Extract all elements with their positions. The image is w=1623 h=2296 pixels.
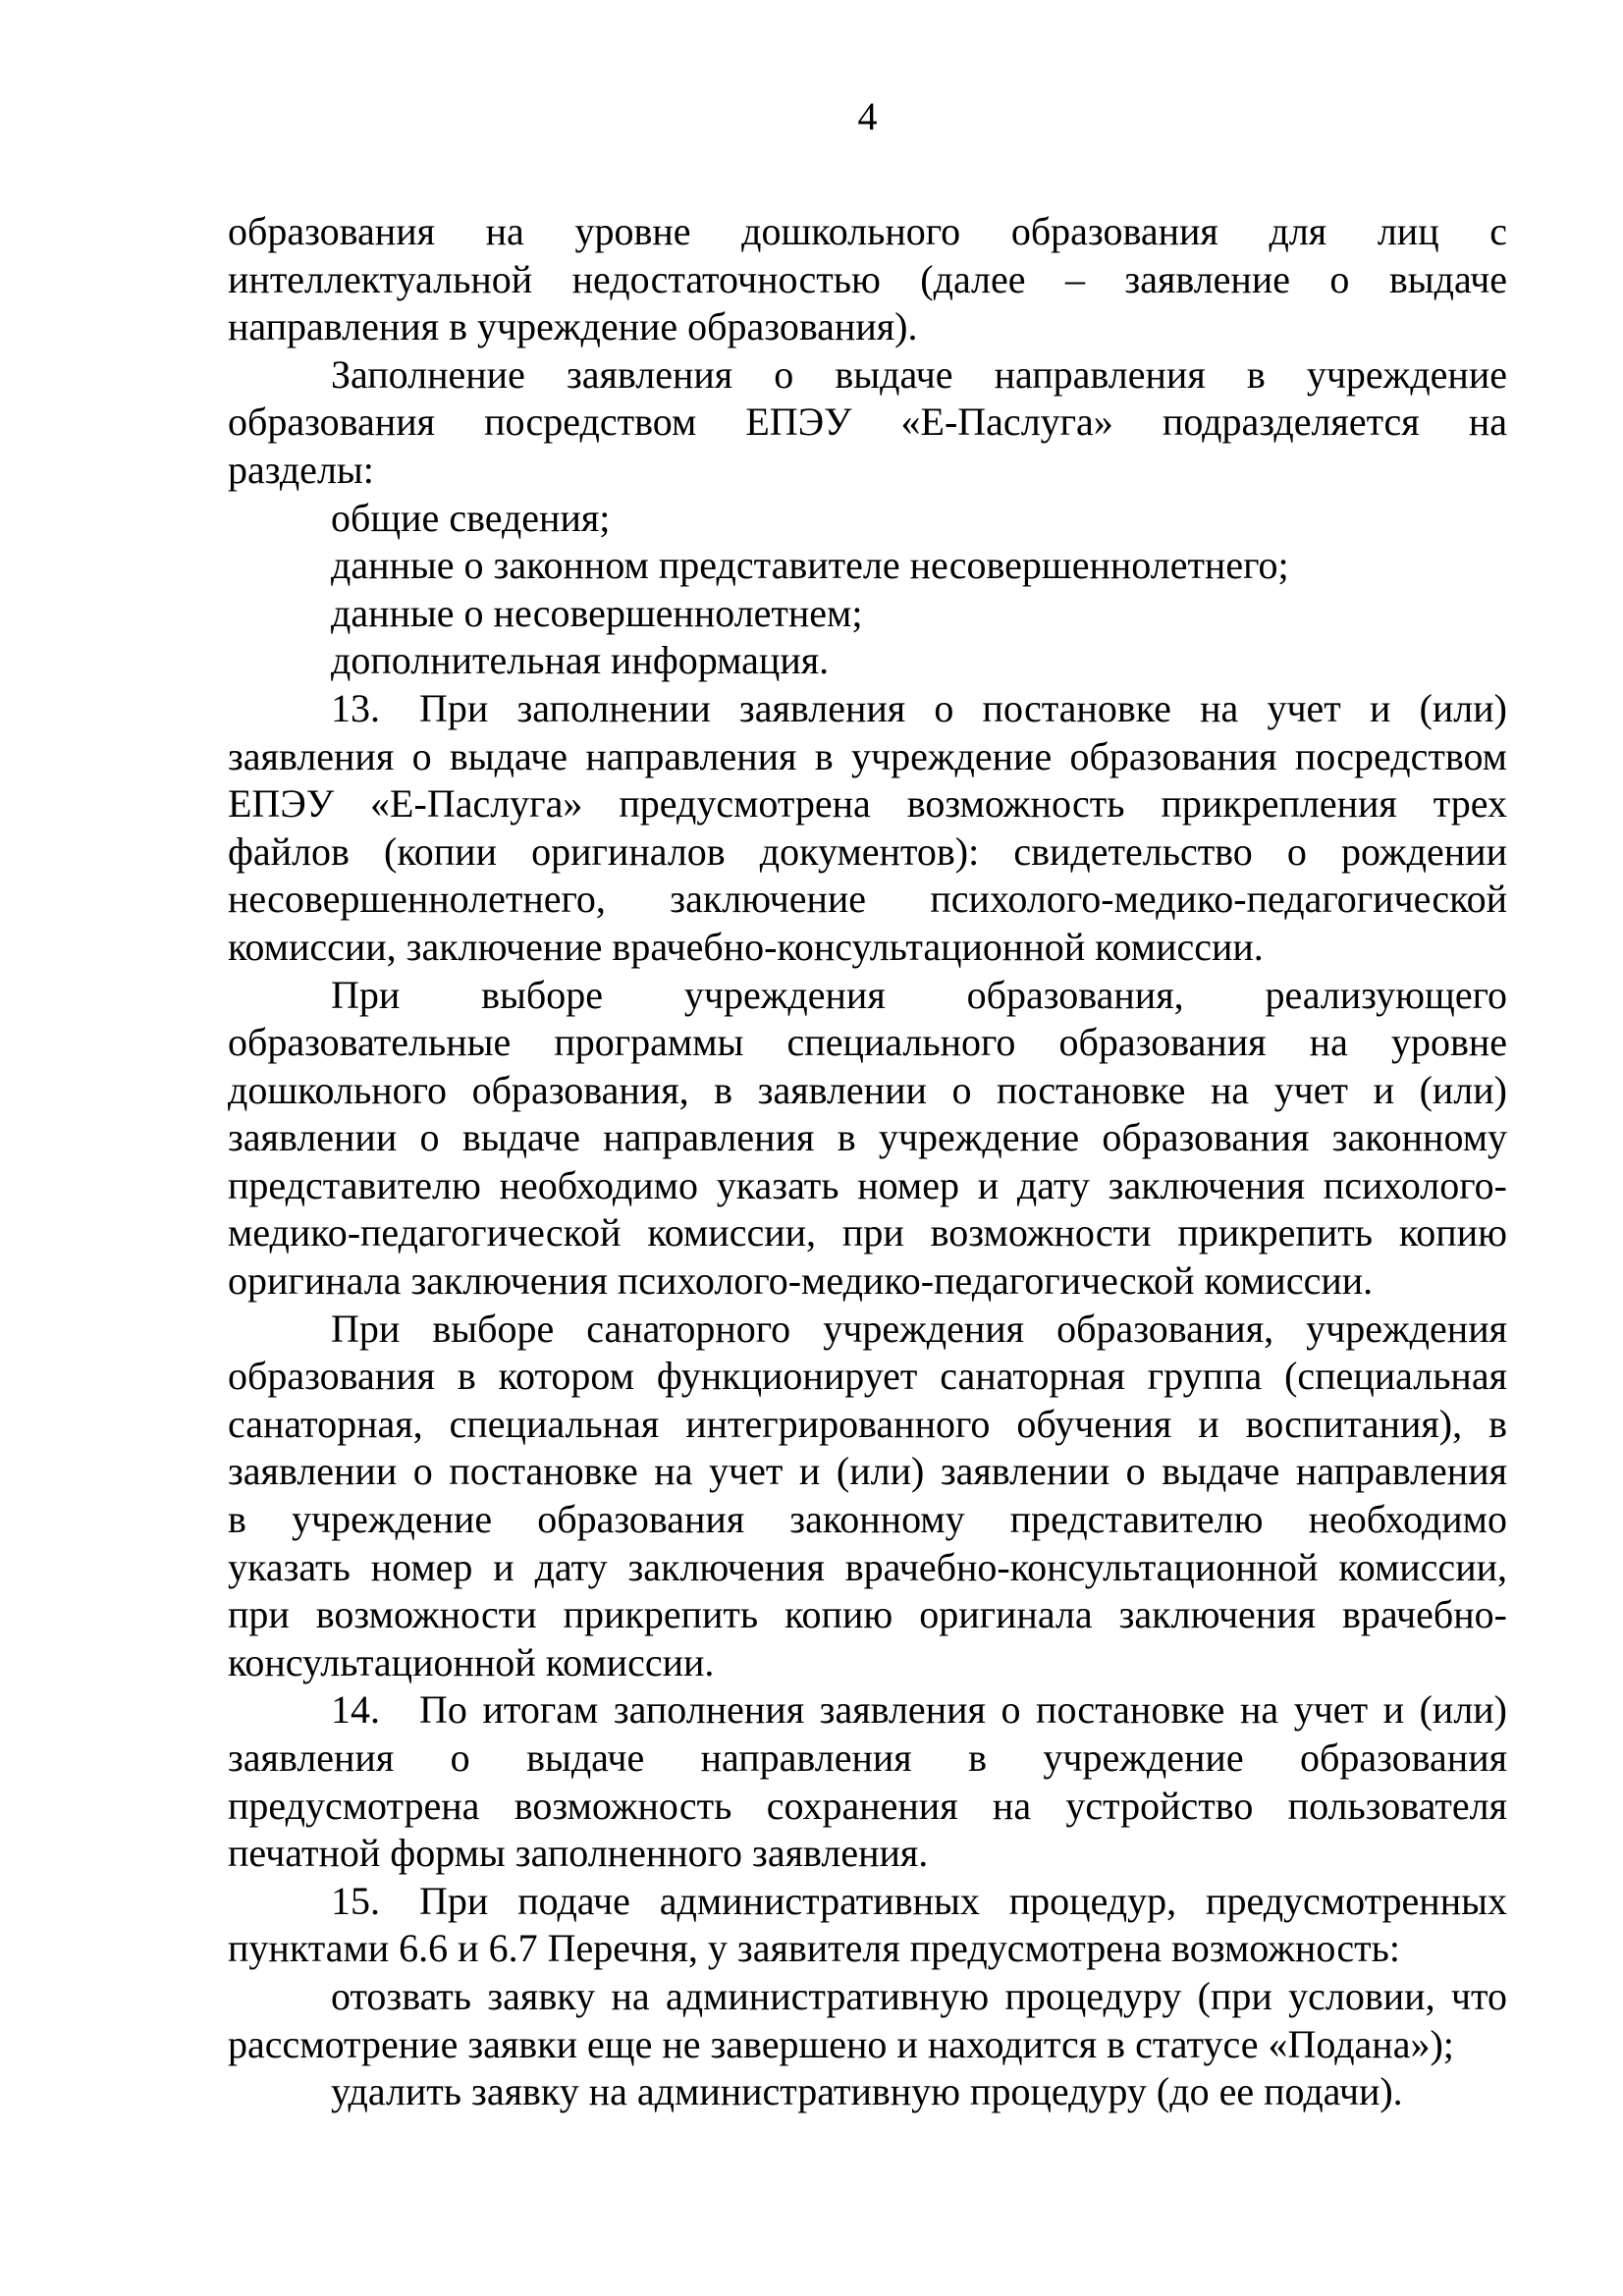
text-line: указать номер и дату заключения врачебно-консультационной комиссии, <box>228 1544 1507 1589</box>
text-line: в учреждение образования законному представителю необходимо <box>228 1497 1507 1542</box>
text-line: санаторная, специальная интегрированного обучения и воспитания), в <box>228 1401 1507 1446</box>
text-line: заявлении о выдаче направления в учреждение образования законному <box>228 1115 1507 1160</box>
text-line: заявлении о постановке на учет и (или) заявлении о выдаче направления <box>228 1449 1507 1494</box>
text-line: образования на уровне дошкольного образования для лиц с <box>228 209 1507 253</box>
text-line: заявления о выдаче направления в учреждение образования <box>228 1735 1507 1780</box>
text-line: данные о законном представителе несовершеннолетнего; <box>331 543 1289 588</box>
text-line: комиссии, заключение врачебно-консультационной комиссии. <box>228 924 1264 969</box>
text-line: образования в котором функционирует санаторная группа (специальная <box>228 1354 1507 1399</box>
text-line: консультационной комиссии. <box>228 1639 715 1684</box>
text-line: медико-педагогической комиссии, при возможности прикрепить копию <box>228 1210 1507 1255</box>
text-line: образования посредством ЕПЭУ «Е-Паслуга» подразделяется на <box>228 400 1507 445</box>
text-line: пунктами 6.6 и 6.7 Перечня, у заявителя предусмотрена возможность: <box>228 1926 1400 1971</box>
text-line: разделы: <box>228 447 374 492</box>
text-line: отозвать заявку на административную процедуру (при условии, что <box>331 1973 1507 2018</box>
text-line: образовательные программы специального образования на уровне <box>228 1020 1507 1065</box>
text-line: Заполнение заявления о выдаче направления в учреждение <box>331 351 1507 397</box>
text-line: дополнительная информация. <box>331 638 830 683</box>
document-body <box>228 208 1507 2116</box>
text-line: заявления о выдаче направления в учреждение образования посредством <box>228 733 1507 778</box>
text-line: файлов (копии оригиналов документов): свидетельство о рождении <box>228 828 1507 874</box>
text-line: При выборе учреждения образования, реализующего <box>331 972 1507 1017</box>
text-line: 14. По итогам заполнения заявления о постановке на учет и (или) <box>331 1687 1507 1733</box>
text-line: данные о несовершеннолетнем; <box>331 590 863 635</box>
text-line: несовершеннолетнего, заключение психолого-медико-педагогической <box>228 877 1507 922</box>
page-number: 4 <box>857 94 878 138</box>
text-line: при возможности прикрепить копию оригинала заключения врачебно- <box>228 1592 1507 1637</box>
text-line: направления в учреждение образования). <box>228 304 918 349</box>
text-line: общие сведения; <box>331 495 611 540</box>
text-line: предусмотрена возможность сохранения на устройство пользователя <box>228 1783 1507 1828</box>
text-line: 13. При заполнении заявления о постановке на учет и (или) <box>331 685 1507 730</box>
text-line: печатной формы заполненного заявления. <box>228 1831 929 1876</box>
text-line: представителю необходимо указать номер и дату заключения психолого- <box>228 1162 1507 1207</box>
text-line: При выборе санаторного учреждения образования, учреждения <box>331 1306 1507 1351</box>
text-line: интеллектуальной недостаточностью (далее – заявление о выдаче <box>228 256 1507 301</box>
text-line: оригинала заключения психолого-медико-педагогической комиссии. <box>228 1258 1374 1304</box>
text-line: 15. При подаче административных процедур, предусмотренных <box>331 1878 1507 1923</box>
text-line: удалить заявку на административную процедуру (до ее подачи). <box>331 2069 1403 2114</box>
text-line: дошкольного образования, в заявлении о постановке на учет и (или) <box>228 1067 1507 1112</box>
text-line: ЕПЭУ «Е-Паслуга» предусмотрена возможность прикрепления трех <box>228 781 1507 827</box>
text-line: рассмотрение заявки еще не завершено и находится в статусе «Подана»); <box>228 2021 1454 2066</box>
